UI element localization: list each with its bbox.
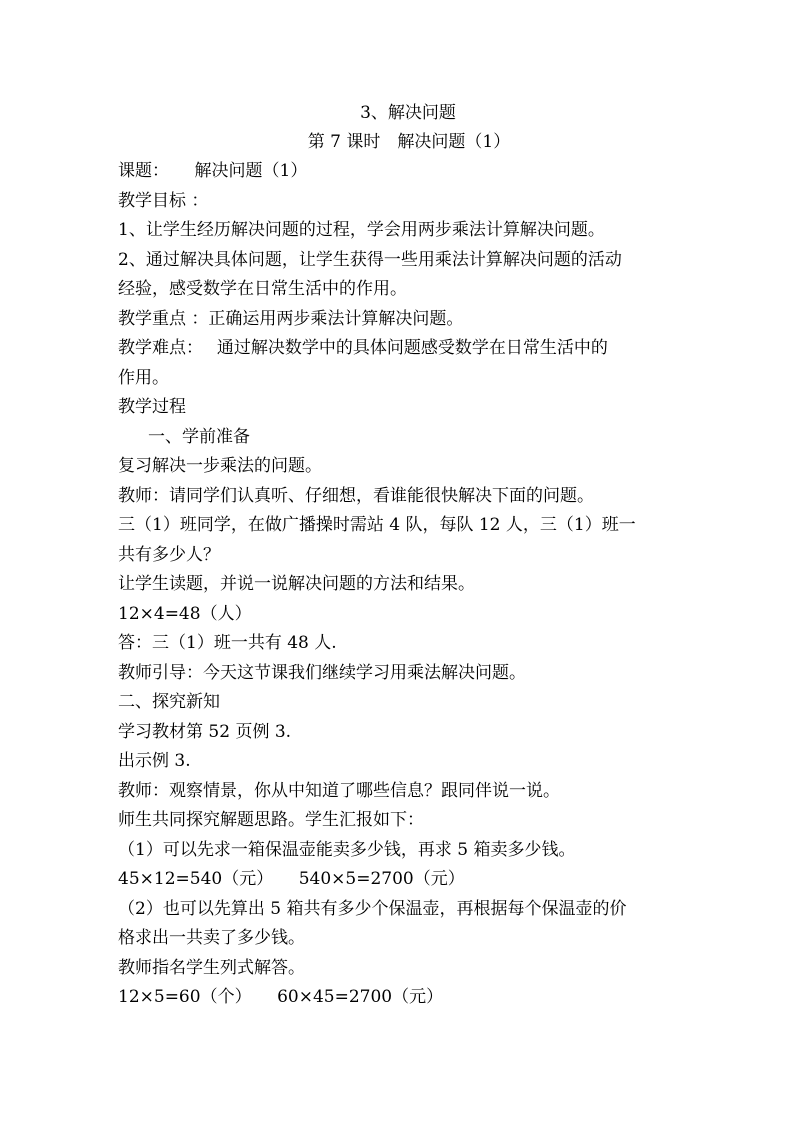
textbook-line: 学习教材第 52 页例 3.: [118, 721, 292, 742]
problem-line: 三（1）班同学，在做广播操时需站 4 队，每队 12 人，三（1）班一: [118, 515, 636, 535]
equation-2: 45×12=540（元） 540×5=2700（元）: [118, 869, 465, 889]
review-line: 复习解决一步乘法的问题。: [118, 456, 322, 476]
teacher-guide-line: 教师引导：今天这节课我们继续学习用乘法解决问题。: [118, 662, 526, 683]
difficulty: 教学难点： 通过解决数学中的具体问题感受数学在日常生活中的: [118, 338, 608, 358]
objective-2-cont: 经验，感受数学在日常生活中的作用。: [118, 279, 407, 299]
section-title: 3、解决问题: [360, 103, 456, 123]
document-body: [118, 157, 698, 1013]
objectives-heading: 教学目标 ：: [118, 190, 209, 211]
example-line: 出示例 3.: [118, 751, 191, 771]
teacher-line-3: 教师指名学生列式解答。: [118, 957, 305, 978]
difficulty-cont: 作用。: [118, 367, 169, 388]
teacher-line-1: 教师：请同学们认真听、仔细想，看谁能很快解决下面的问题。: [118, 485, 594, 506]
topic-line: 课题： 解决问题（1）: [118, 161, 308, 181]
method-2-cont: 格求出一共卖了多少钱。: [118, 928, 305, 948]
objective-2: 2、通过解决具体问题，让学生获得一些用乘法计算解决问题的活动: [118, 249, 622, 270]
method-1: （1）可以先求一箱保温壶能卖多少钱，再求 5 箱卖多少钱。: [118, 839, 576, 860]
lesson-title: 第 7 课时 解决问题（1）: [307, 132, 511, 152]
equation-3: 12×5=60（个） 60×45=2700（元）: [118, 987, 444, 1007]
problem-line-cont: 共有多少人？: [118, 544, 220, 565]
key-point: 教学重点 ：正确运用两步乘法计算解决问题。: [118, 308, 464, 329]
objective-1: 1、让学生经历解决问题的过程，学会用两步乘法计算解决问题。: [118, 220, 605, 240]
instruction-line: 让学生读题，并说一说解决问题的方法和结果。: [118, 574, 475, 594]
part-one-heading: 一、学前准备: [148, 426, 250, 447]
process-heading: 教学过程: [118, 397, 186, 417]
equation-1: 12×4=48（人）: [118, 603, 252, 624]
method-2: （2）也可以先算出 5 箱共有多少个保温壶，再根据每个保温壶的价: [118, 898, 627, 919]
teacher-line-2: 教师：观察情景，你从中知道了哪些信息？跟同伴说一说。: [118, 780, 560, 801]
answer-line: 答：三（1）班一共有 48 人.: [118, 633, 337, 653]
part-two-heading: 二、探究新知: [118, 692, 220, 712]
explore-line: 师生共同探究解题思路。学生汇报如下：: [118, 810, 424, 830]
